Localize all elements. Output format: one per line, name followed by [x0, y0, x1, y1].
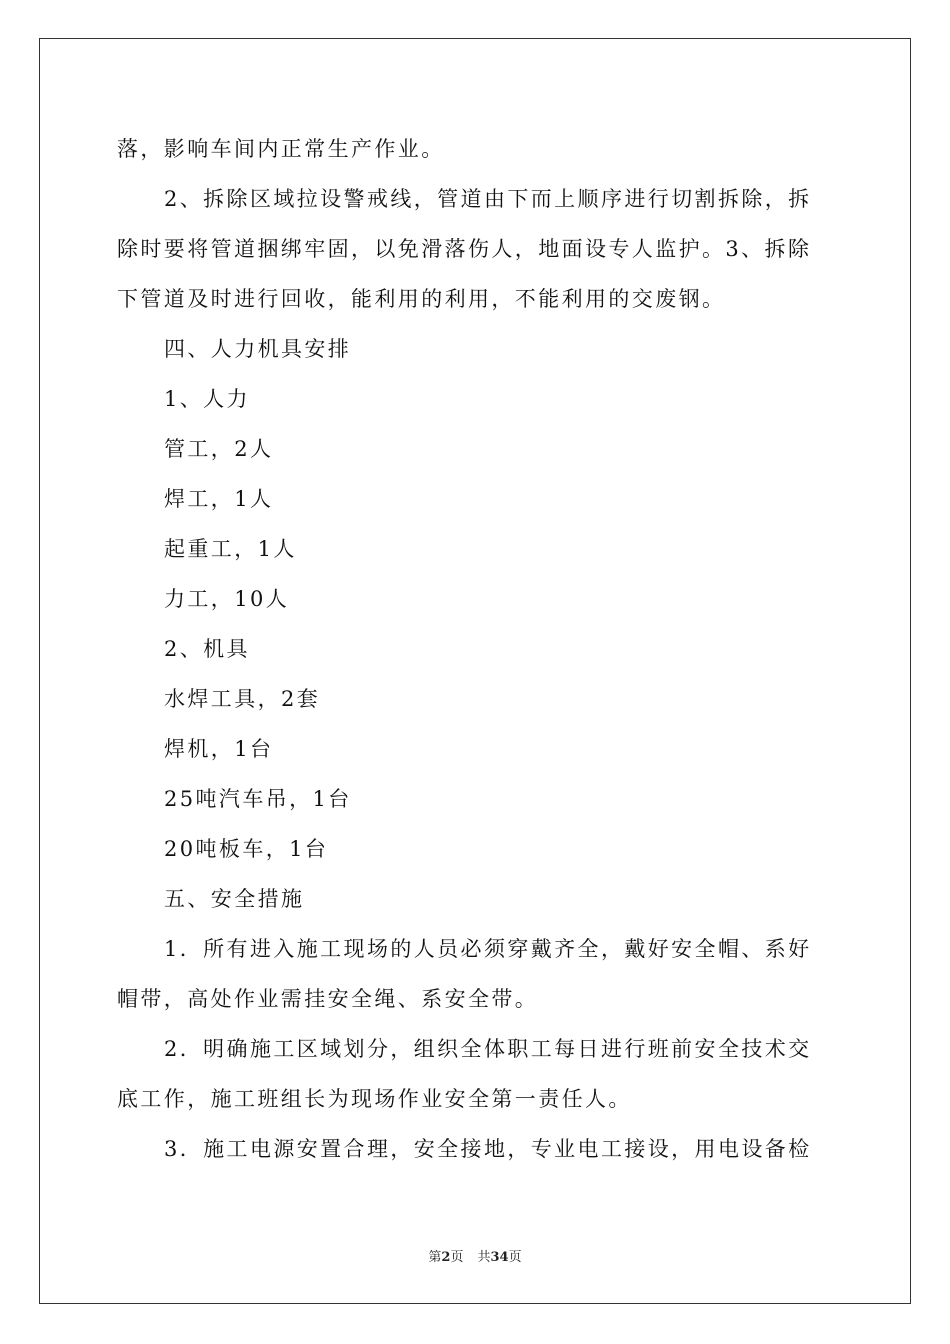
list-item: 焊工，1人	[164, 487, 274, 511]
list-item: 焊机，1台	[164, 737, 274, 761]
list-item: 水焊工具，2套	[164, 687, 321, 711]
text-line-20: 底工作，施工班组长为现场作业安全第一责任人。	[117, 1087, 632, 1111]
section-heading-5: 五、安全措施	[164, 887, 305, 911]
text-line-4: 下管道及时进行回收，能利用的利用，不能利用的交废钢。	[117, 287, 726, 311]
text-line-3: 除时要将管道捆绑牢固，以免滑落伤人，地面设专人监护。3、拆除	[117, 237, 812, 261]
page-prefix: 第	[428, 1250, 442, 1265]
text-line-19: 2．明确施工区域划分，组织全体职工每日进行班前安全技术交	[164, 1037, 812, 1061]
total-suffix: 页	[508, 1250, 522, 1265]
page-suffix: 页	[450, 1250, 464, 1265]
text-line-17: 1．所有进入施工现场的人员必须穿戴齐全，戴好安全帽、系好	[164, 937, 812, 961]
text-line-1: 落，影响车间内正常生产作业。	[117, 137, 445, 161]
text-line-18: 帽带，高处作业需挂安全绳、系安全带。	[117, 987, 539, 1011]
text-line-21: 3．施工电源安置合理，安全接地，专业电工接设，用电设备检	[164, 1137, 812, 1161]
subheading-equipment: 2、机具	[164, 637, 250, 661]
text-line-2: 2、拆除区域拉设警戒线，管道由下而上顺序进行切割拆除，拆	[164, 187, 812, 211]
list-item: 25吨汽车吊，1台	[164, 787, 352, 811]
total-pages: 34	[490, 1250, 509, 1265]
page-number: 2	[441, 1250, 451, 1265]
list-item: 起重工，1人	[164, 537, 297, 561]
subheading-manpower: 1、人力	[164, 387, 250, 411]
list-item: 力工，10人	[164, 587, 290, 611]
list-item: 管工，2人	[164, 437, 274, 461]
total-prefix: 共	[477, 1250, 491, 1265]
page-footer	[0, 1246, 950, 1265]
section-heading-4: 四、人力机具安排	[164, 337, 352, 361]
document-body	[117, 124, 833, 1174]
list-item: 20吨板车，1台	[164, 837, 329, 861]
